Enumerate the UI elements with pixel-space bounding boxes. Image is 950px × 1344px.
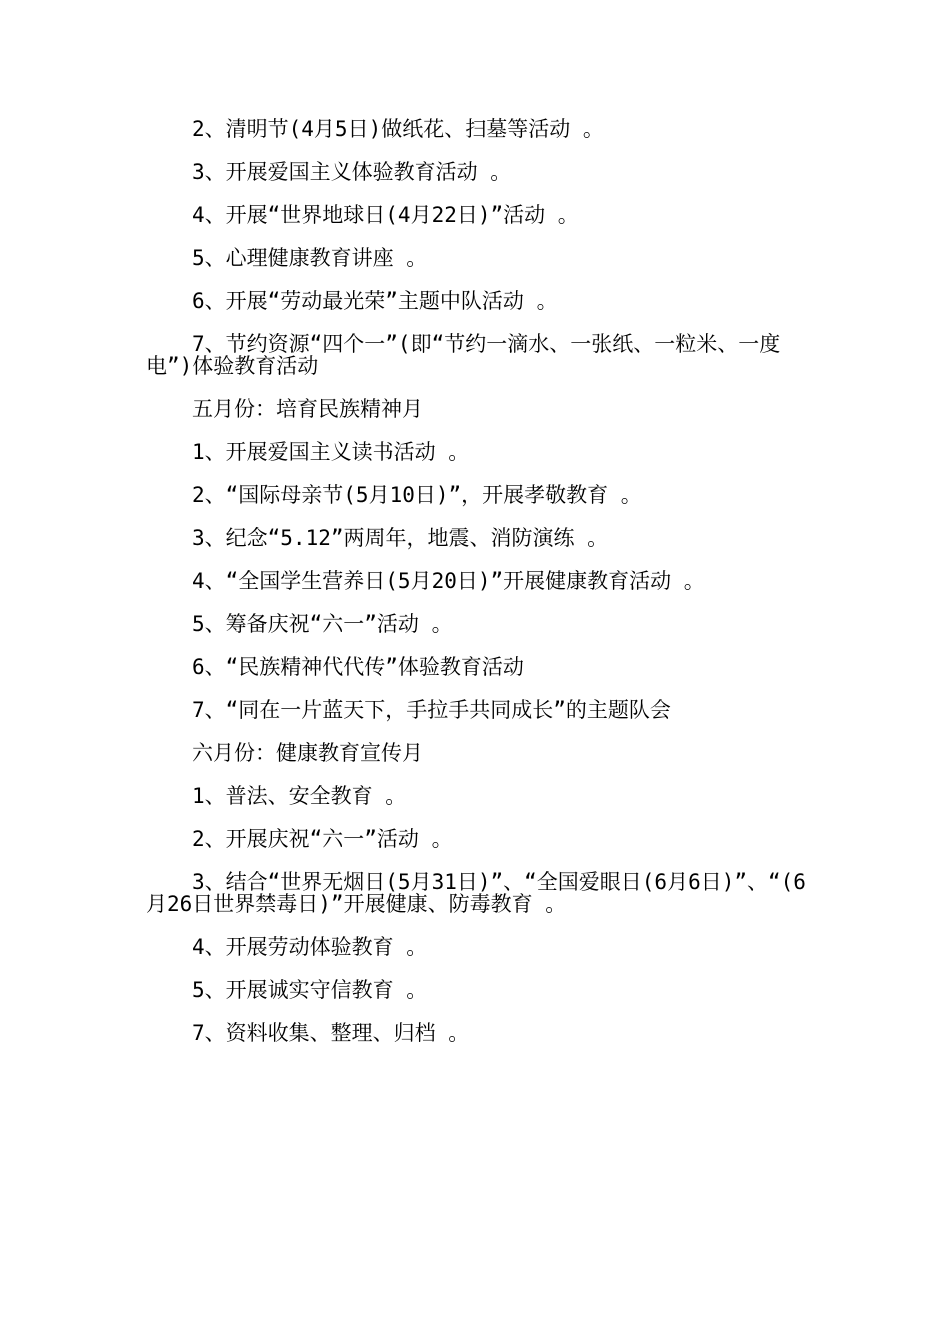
- paragraph: 1、普法、安全教育 。: [192, 784, 407, 808]
- paragraph: 1、开展爱国主义读书活动 。: [192, 440, 470, 464]
- paragraph: 2、开展庆祝“六一”活动 。: [192, 827, 453, 851]
- document-body: [146, 118, 810, 1065]
- paragraph: 2、“国际母亲节(5月10日)”，开展孝敬教育 。: [192, 483, 642, 507]
- paragraph: 7、“同在一片蓝天下，手拉手共同成长”的主题队会: [192, 698, 671, 722]
- paragraph: 6、开展“劳动最光荣”主题中队活动 。: [192, 289, 558, 313]
- paragraph: 3、纪念“5.12”两周年，地震、消防演练 。: [192, 526, 609, 550]
- paragraph: 3、结合“世界无烟日(5月31日)”、“全国爱眼日(6月6日)”、“(6月26日世界禁毒日)”开展健康、防毒教育 。: [146, 870, 806, 916]
- paragraph: 5、筹备庆祝“六一”活动 。: [192, 612, 453, 636]
- section-heading-may: 五月份：培育民族精神月: [192, 397, 423, 421]
- paragraph: 7、节约资源“四个一”(即“节约一滴水、一张纸、一粒米、一度电”)体验教育活动: [146, 332, 781, 378]
- paragraph: 4、开展“世界地球日(4月22日)”活动 。: [192, 203, 579, 227]
- paragraph: 5、心理健康教育讲座 。: [192, 246, 428, 270]
- section-heading-june: 六月份：健康教育宣传月: [192, 741, 423, 765]
- paragraph: 4、“全国学生营养日(5月20日)”开展健康教育活动 。: [192, 569, 705, 593]
- paragraph: 7、资料收集、整理、归档 。: [192, 1021, 470, 1045]
- paragraph: 4、开展劳动体验教育 。: [192, 935, 428, 959]
- paragraph: 5、开展诚实守信教育 。: [192, 978, 428, 1002]
- paragraph: 3、开展爱国主义体验教育活动 。: [192, 160, 512, 184]
- paragraph: 6、“民族精神代代传”体验教育活动: [192, 655, 524, 679]
- paragraph: 2、清明节(4月5日)做纸花、扫墓等活动 。: [192, 117, 604, 141]
